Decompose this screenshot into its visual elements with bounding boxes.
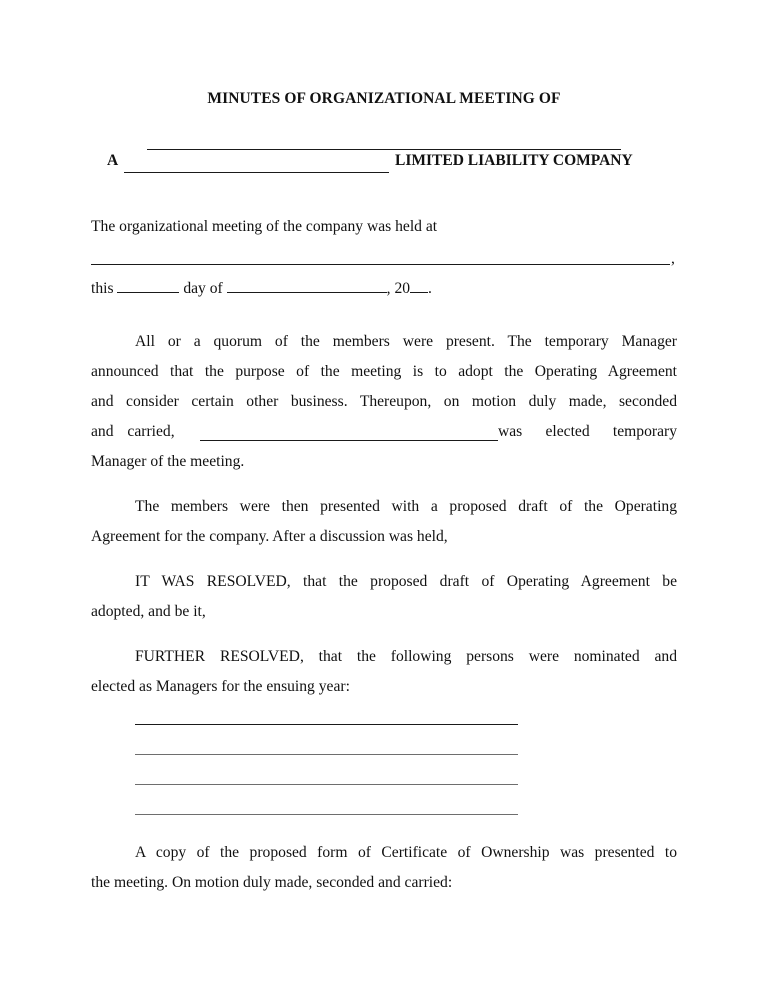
manager-blank-1[interactable] (135, 724, 518, 725)
day-blank[interactable] (117, 278, 179, 293)
company-line (107, 152, 118, 170)
date-line (91, 278, 432, 299)
manager-blank-4[interactable] (135, 814, 518, 815)
certificate-line-1: A copy of the proposed form of Certificate of Ownership was presented to (135, 844, 677, 861)
quorum-line-3: and consider certain other business. Thereupon, on motion duly made, seconded (91, 393, 677, 410)
quorum-line-4-suffix: was elected temporary (498, 423, 677, 440)
temporary-manager-blank[interactable] (200, 440, 498, 441)
resolved-line-2: adopted, and be it, (91, 603, 206, 620)
certificate-line-2: the meeting. On motion duly made, seconded and carried: (91, 874, 453, 891)
location-blank[interactable] (91, 264, 670, 265)
document-title: MINUTES OF ORGANIZATIONAL MEETING OF (207, 90, 561, 107)
location-line-2-comma: , (671, 250, 675, 267)
state-blank[interactable] (124, 172, 389, 173)
quorum-line-4-prefix: and carried, (91, 423, 175, 440)
resolved-line-1: IT WAS RESOLVED, that the proposed draft of Operating Agreement be (135, 573, 677, 590)
date-day-of-label: day of (183, 280, 223, 297)
further-resolved-line-1: FURTHER RESOLVED, that the following persons were nominated and (135, 648, 677, 665)
date-year-label: , 20 (386, 280, 411, 297)
draft-line-2: Agreement for the company. After a discussion was held, (91, 528, 448, 545)
company-name-blank[interactable] (147, 149, 621, 150)
quorum-line-1: All or a quorum of the members were present. The temporary Manager (135, 333, 677, 350)
year-blank[interactable] (410, 278, 428, 293)
date-this-label: this (91, 280, 114, 297)
quorum-line-2: announced that the purpose of the meeting is to adopt the Operating Agreement (91, 363, 677, 380)
further-resolved-line-2: elected as Managers for the ensuing year: (91, 678, 350, 695)
quorum-line-5: Manager of the meeting. (91, 453, 245, 470)
manager-blank-3[interactable] (135, 784, 518, 785)
month-blank[interactable] (227, 278, 387, 293)
manager-blank-2[interactable] (135, 754, 518, 755)
company-line-suffix: LIMITED LIABILITY COMPANY (395, 152, 633, 169)
draft-line-1: The members were then presented with a proposed draft of the Operating (135, 498, 677, 515)
company-line-prefix: A (107, 152, 119, 169)
date-period: . (428, 280, 432, 297)
location-line-1: The organizational meeting of the company was held at (91, 218, 438, 235)
